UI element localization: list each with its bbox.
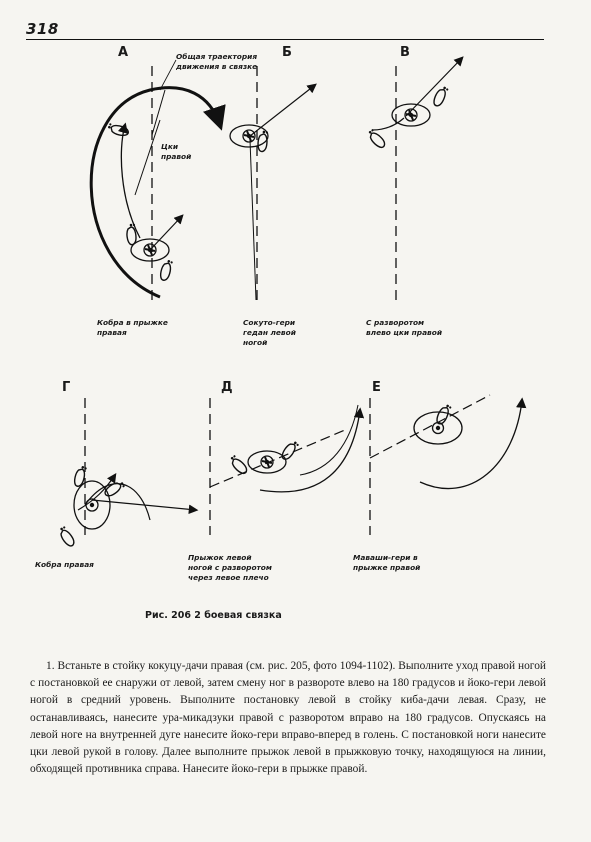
page-number: 318 (26, 20, 59, 38)
note-panel-b: Сокуто-гери гедан левой ногой (243, 318, 296, 347)
panel-letter-c: В (400, 45, 410, 60)
panel-e-drawing (370, 395, 522, 535)
note-panel-g: Кобра правая (35, 560, 94, 569)
panel-g-drawing (57, 398, 196, 548)
body-paragraph: 1. Встаньте в стойку кокуцу-дачи правая (см. рис. 205, фото 1094-1102). Выполните уход правой ногой с постановкой ее снаружи от левой, затем смену ног в развороте влево на 180 градусов и йоко-гери левой ногой в средний уровень. Выполните постановку левой в стойку киба-дачи левая. Сразу, не останавливаясь, нанесите ура-микадзуки правой с разворотом вправо на 180 градусов. Опускаясь на левой ноге на внутренней дуге нанесите йоко-гери вправо-вперед в голень. С постановкой ноги нанесите цки левой рукой в голову. Далее выполните прыжок левой в прыжковую точку, находящуюся на линии, обходящей противника справа. Нанесите йоко-гери в прыжке правой. (30, 660, 546, 776)
note-tsuki-right: Цки правой (161, 142, 192, 161)
note-panel-c: С разворотом влево цки правой (366, 318, 442, 337)
panel-letter-d: Д (221, 380, 233, 395)
panel-c-drawing (366, 58, 462, 300)
panel-letter-g: Г (62, 380, 71, 395)
note-panel-a: Кобра в прыжке правая (97, 318, 168, 337)
panel-a-drawing (91, 60, 220, 300)
panel-d-drawing (210, 398, 360, 535)
note-panel-d: Прыжок левой ногой с разворотом через левое плечо (188, 553, 272, 582)
note-general-trajectory: Общая траектория движения в связке (176, 52, 258, 71)
note-panel-e: Маваши-гери в прыжке правой (353, 553, 421, 572)
panel-b-drawing (230, 66, 315, 300)
panel-letter-a: А (118, 45, 129, 60)
panel-letter-b: Б (282, 45, 292, 60)
figure-caption: Рис. 206 2 боевая связка (145, 610, 282, 621)
panel-letter-e: Е (372, 380, 381, 395)
